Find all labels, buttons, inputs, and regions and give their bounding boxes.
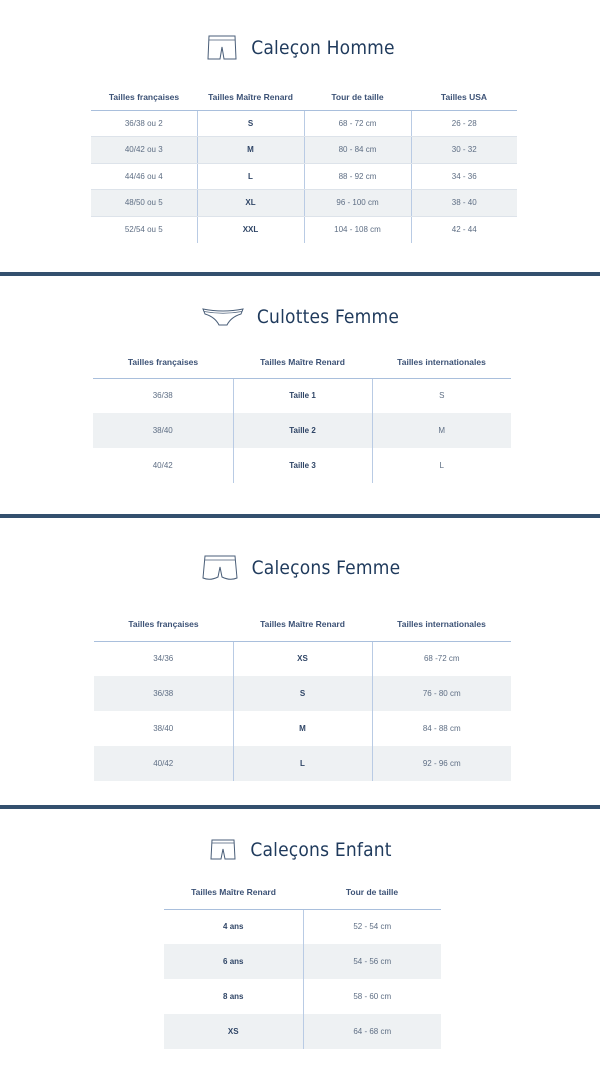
table-cell: XS bbox=[164, 1014, 303, 1049]
table-cell: Taille 2 bbox=[233, 413, 372, 448]
table-row bbox=[164, 1014, 441, 1049]
table-cell: 40/42 bbox=[152, 461, 173, 470]
table-row bbox=[93, 448, 511, 483]
boxer-shorts-icon bbox=[205, 33, 239, 63]
table-cell: XXL bbox=[197, 216, 304, 243]
table-cell: M bbox=[372, 413, 511, 448]
table-cell: 54 - 56 cm bbox=[303, 944, 441, 979]
table-cell: 104 - 108 cm bbox=[304, 216, 411, 243]
table-cell: S bbox=[197, 110, 304, 136]
section-title-row bbox=[0, 305, 600, 329]
kids-shorts-icon bbox=[208, 837, 238, 863]
table-cell: XS bbox=[233, 641, 372, 676]
table-cell: 44/46 ou 4 bbox=[91, 163, 197, 189]
table-cell: 68 - 72 cm bbox=[304, 110, 411, 136]
table-row bbox=[91, 163, 517, 189]
column-header: Tailles françaises bbox=[93, 346, 233, 378]
table-cell: 92 - 96 cm bbox=[372, 746, 511, 781]
table-cell: 34 - 36 bbox=[411, 163, 517, 189]
table-row bbox=[94, 641, 511, 676]
table-cell: 58 - 60 cm bbox=[303, 979, 441, 1014]
table-cell: XL bbox=[197, 189, 304, 216]
table-cell: 30 - 32 bbox=[411, 136, 517, 163]
table-row bbox=[91, 136, 517, 163]
table-row bbox=[91, 110, 517, 136]
table-cell: 84 - 88 cm bbox=[372, 711, 511, 746]
table-cell: 34/36 bbox=[153, 654, 174, 664]
table-row bbox=[94, 711, 511, 746]
table-cell: 48/50 ou 5 bbox=[91, 189, 197, 216]
table-cell: 76 - 80 cm bbox=[372, 676, 511, 711]
table-cell: 40/42 ou 3 bbox=[91, 136, 197, 163]
table-cell: 42 - 44 bbox=[411, 216, 517, 243]
table-cell: 80 - 84 cm bbox=[304, 136, 411, 163]
table-cell: M bbox=[197, 136, 304, 163]
column-header: Tailles Maître Renard bbox=[197, 84, 304, 110]
section-title: Caleçons Femme bbox=[251, 557, 401, 579]
table-cell: 36/38 bbox=[94, 676, 233, 711]
column-header: Tailles USA bbox=[411, 84, 517, 110]
section-title: Caleçons Enfant bbox=[250, 839, 392, 861]
table-cell: 52/54 ou 5 bbox=[124, 225, 163, 235]
table-cell: 68 -72 cm bbox=[372, 641, 511, 676]
table-row bbox=[93, 378, 511, 413]
table-cell: L bbox=[372, 448, 511, 483]
table-cell: 38/40 bbox=[93, 413, 233, 448]
table-cell: L bbox=[197, 163, 304, 189]
column-header: Tailles françaises bbox=[91, 84, 197, 110]
table-cell: 36/38 bbox=[152, 391, 173, 401]
table-row bbox=[94, 676, 511, 711]
table-cell: 88 - 92 cm bbox=[304, 163, 411, 189]
table-row bbox=[91, 216, 517, 243]
table-cell: 96 - 100 cm bbox=[304, 189, 411, 216]
panties-icon bbox=[201, 305, 245, 329]
column-header: Tailles françaises bbox=[94, 608, 233, 641]
table-cell: Taille 1 bbox=[233, 378, 372, 413]
column-header: Tailles Maître Renard bbox=[233, 608, 372, 641]
section-divider bbox=[0, 805, 600, 809]
table-cell: 8 ans bbox=[223, 992, 244, 1001]
table-cell: 64 - 68 cm bbox=[303, 1014, 441, 1049]
table-cell: Taille 3 bbox=[233, 448, 372, 483]
column-header: Tailles Maître Renard bbox=[164, 876, 303, 909]
column-header: Tailles Maître Renard bbox=[233, 346, 372, 378]
table-cell: 52 - 54 cm bbox=[303, 909, 441, 944]
size-table-women-panties bbox=[93, 346, 511, 483]
table-cell: 26 - 28 bbox=[411, 110, 517, 136]
table-cell: S bbox=[372, 378, 511, 413]
column-header: Tailles internationales bbox=[372, 608, 511, 641]
size-table-women-shorts bbox=[94, 608, 511, 781]
section-title-row bbox=[0, 837, 600, 863]
table-row bbox=[164, 979, 441, 1014]
section-title-row bbox=[0, 553, 600, 583]
column-header: Tour de taille bbox=[304, 84, 411, 110]
table-cell: M bbox=[233, 711, 372, 746]
table-cell: 40/42 bbox=[94, 746, 233, 781]
section-title-row bbox=[0, 33, 600, 63]
column-header: Tailles internationales bbox=[372, 346, 511, 378]
table-cell: 38/40 bbox=[153, 724, 174, 733]
section-title: Caleçon Homme bbox=[251, 37, 395, 59]
size-table-kids bbox=[164, 876, 441, 1049]
table-row bbox=[93, 413, 511, 448]
table-cell: L bbox=[233, 746, 372, 781]
table-row bbox=[164, 909, 441, 944]
section-title: Culottes Femme bbox=[256, 306, 400, 328]
table-cell: S bbox=[233, 676, 372, 711]
table-cell: 6 ans bbox=[164, 944, 303, 979]
table-row bbox=[164, 944, 441, 979]
women-shorts-icon bbox=[200, 553, 240, 583]
table-cell: 38 - 40 bbox=[411, 189, 517, 216]
table-row bbox=[91, 189, 517, 216]
section-divider bbox=[0, 272, 600, 276]
table-row bbox=[94, 746, 511, 781]
table-cell: 36/38 ou 2 bbox=[91, 110, 197, 136]
size-table-men bbox=[91, 84, 517, 243]
column-header: Tour de taille bbox=[303, 876, 441, 909]
table-cell: 4 ans bbox=[223, 922, 244, 932]
section-divider bbox=[0, 514, 600, 518]
